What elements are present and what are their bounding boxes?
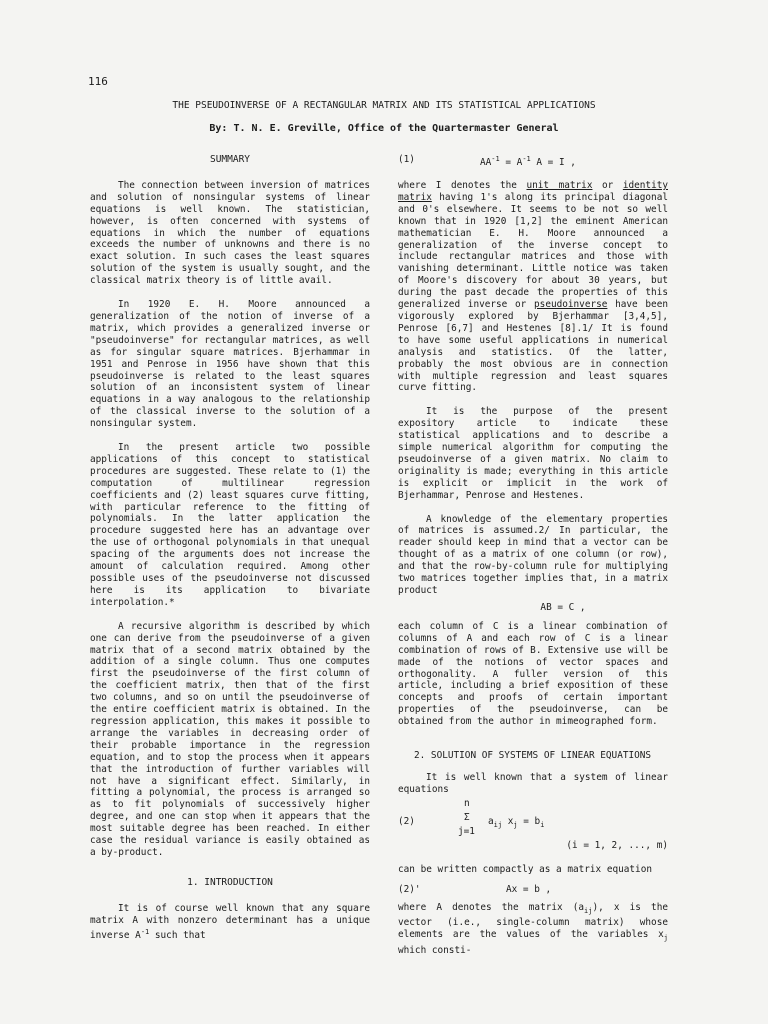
introduction-heading: 1. INTRODUCTION xyxy=(187,876,273,888)
introduction-paragraph: It is of course well known that any square matrix A with nonzero determinant has a unique inverse $A^{-1}$ such that xyxy=(90,902,370,941)
right-paragraph-1: where I denotes the unit matrix or identity matrix having 1's along its principal diagonal and 0's elsewhere. It seems to be not so well known that in 1920 [1,2] the eminent American mathematician E. H. Moore announced a generalization of the inverse concept to include rectangular matrices and those with vanishing determinant. Little notice was taken of Moore's discovery for about 30 years, but during the past decade the properties of this generalized inverse or pseudoinverse have been vigorously explored by Bjerhammar [3,4,5], Penrose [6,7] and Hestenes [8].1/ It is found to have some useful applications in numerical analysis and statistics. Of the latter, probably the most obvious are in connection with multiple regression and least squares curve fitting. xyxy=(398,180,668,394)
summary-paragraph-3: In the present article two possible applications of this concept to statistical procedures are suggested. These relate to (1) the computation of multilinear regression coefficients and (2) least squares curve fitting, with particular reference to the fitting of polynomials. In the latter application the procedure suggested here has an advantage over the use of orthogonal polynomials in that unequal spacing of the arguments does not increase the amount of calculation required. Among other possible uses of the pseudoinverse not discussed here is its application to bivariate interpolation.* xyxy=(90,442,370,608)
summary-paragraph-1: The connection between inversion of matrices and solution of nonsingular systems of linear equations is well known. The statistician, however, is often concerned with systems of equations in which the number of equations exceeds the number of unknowns and there is no exact solution. In such cases the least squares solution of the system is usually sought, and the classical matrix theory is of little avail. xyxy=(90,179,370,287)
paper-title: THE PSEUDOINVERSE OF A RECTANGULAR MATRIX AND ITS STATISTICAL APPLICATIONS xyxy=(172,100,596,111)
right-paragraph-7: where A denotes the matrix $(a_{ij})$, x is the vector (i.e., single-column matrix) whose elements are the values of the variables $x_j$ which consti- xyxy=(398,901,668,957)
equation-1: (1) $AA^{-1} = A^{-1}$ A = I , xyxy=(398,154,576,169)
byline: By: T. N. E. Greville, Office of the Quartermaster General xyxy=(209,123,559,134)
summary-paragraph-2: In 1920 E. H. Moore announced a generalization of the notion of inverse of a matrix, which provides a generalized inverse or "pseudoinverse" for rectangular matrices, as well as for singular square matrices. Bjerhammar in 1951 and Penrose in 1956 have shown that this pseudoinverse is related to the least squares solution of an inconsistent system of linear equations in a way analogous to the relationship of the classical inverse to the solution of a nonsingular system. xyxy=(90,299,370,430)
right-paragraph-6: can be written compactly as a matrix equation xyxy=(398,863,652,875)
right-paragraph-5: It is well known that a system of linear equations xyxy=(398,771,668,795)
right-column xyxy=(398,154,668,957)
equation-2: (2) n Σ j=1 $a_{ij}$ $x_j = b_i$ (i = 1, 2, ..., m) xyxy=(398,797,668,851)
section-2-heading: 2. SOLUTION OF SYSTEMS OF LINEAR EQUATIONS xyxy=(414,750,652,762)
summary-heading: SUMMARY xyxy=(209,154,251,165)
right-paragraph-3: A knowledge of the elementary properties of matrices is assumed.2/ In particular, the reader should keep in mind that a vector can be thought of as a matrix of one column (or row), and that the row-by-column rule for multiplying two matrices together implies that, in a matrix product xyxy=(398,513,668,596)
summary-paragraph-4: A recursive algorithm is described by which one can derive from the pseudoinverse of a given matrix that of a second matrix obtained by the addition of a single column. Thus one computes first the pseudoinverse of the first column of the coefficient matrix, then that of the first two columns, and so on until the pseudoinverse of the entire coefficient matrix is obtained. In the regression application, this makes it possible to arrange the variables in decreasing order of their probable importance in the regression equation, and to stop the process when it appears that the introduction of further variables will not have a significant effect. Similarly, in fitting a polynomial, the process is arranged so as to fit polynomials of successively higher degree, and one can stop when it appears that the most suitable degree has been reached. In either case the residual variance is easily obtained as a by-product. xyxy=(90,620,370,858)
right-paragraph-4: each column of C is a linear combination of columns of A and each row of C is a linear combination of rows of B. Extensive use will be made of the notions of vector spaces and orthogonality. A fuller version of this article, including a brief exposition of these concepts and proofs of certain important properties of the pseudoinverse, can be obtained from the author in mimeographed form. xyxy=(398,620,668,728)
left-column xyxy=(90,154,370,942)
page-number: 116 xyxy=(88,75,108,88)
right-paragraph-2: It is the purpose of the present expository article to indicate these statistical applications and to describe a simple numerical algorithm for computing the pseudoinverse of a given matrix. No claim to originality is made; everything in this article is explicit or implicit in the work of Bjerhammar, Penrose and Hestenes. xyxy=(398,406,668,501)
equation-2-prime: (2)' Ax = b , xyxy=(398,883,552,895)
equation-ab: AB = C , xyxy=(540,601,586,613)
